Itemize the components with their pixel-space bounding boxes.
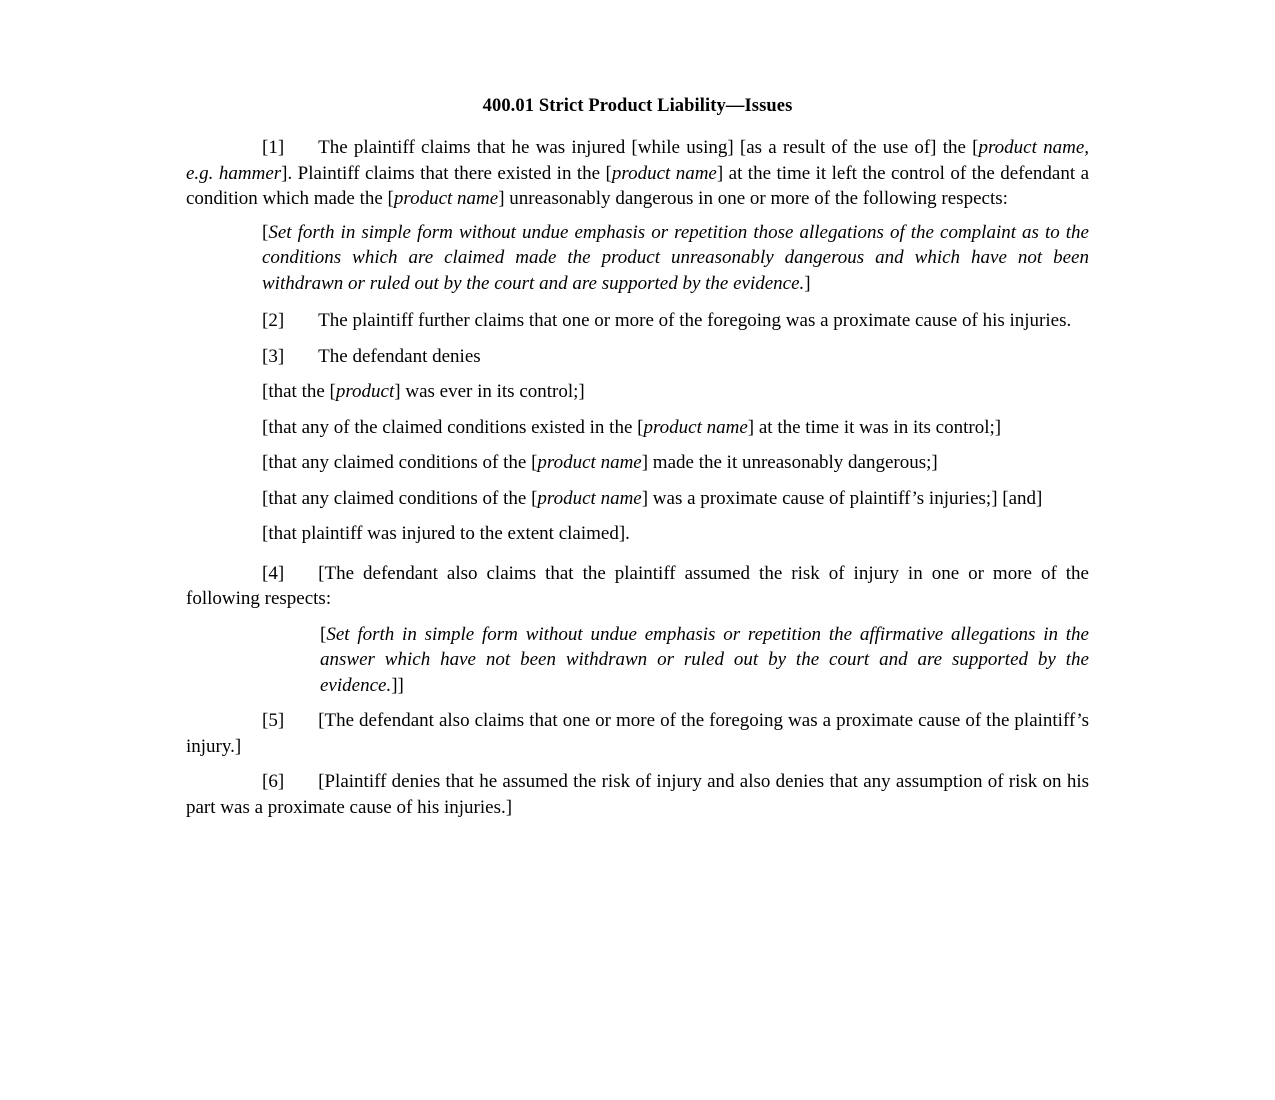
paragraph-2-marker: [2]: [262, 310, 285, 331]
paragraph-1-marker: [1]: [262, 137, 285, 158]
paragraph-3-text: The defendant denies: [318, 345, 481, 367]
paragraph-1-text-a: The plaintiff claims that he was injured [while using] [as a result of the use of] the [: [318, 137, 979, 158]
bracket-open: [: [262, 221, 269, 243]
paragraph-5: [186, 708, 1089, 759]
paragraph-6: [186, 769, 1089, 820]
paragraph-1-italic-a: product name, e.g. hammer: [186, 137, 1090, 184]
denial-item-5: [that plaintiff was injured to the extent claimed].: [262, 523, 630, 544]
paragraph-1-text-b: ]. Plaintiff claims that there existed in the [: [281, 162, 612, 184]
bracket-open: [: [320, 623, 327, 645]
paragraph-4-marker: [4]: [262, 562, 285, 584]
page-title: 400.01 Strict Product Liability—Issues: [482, 96, 793, 116]
denial-item-2-italic: product name: [643, 416, 748, 438]
denial-item-1-italic: product: [335, 381, 395, 402]
paragraph-4: [186, 561, 1089, 612]
bracketed-instruction-2-text: Set forth in simple form without undue emphasis or repetition the affirmative allegations in the answer which have not been withdrawn or ruled out by the court and are supported by the evidence.: [320, 623, 1089, 696]
bracket-close: ]]: [391, 674, 404, 696]
denial-item-1-text-b: ] was ever in its control;]: [394, 381, 585, 402]
denial-item-4-italic: product name: [537, 487, 642, 509]
paragraph-2: [186, 308, 1089, 334]
bracketed-instruction-1-text: Set forth in simple form without undue emphasis or repetition those allegations of the complaint as to the conditions which are claimed made the product unreasonably dangerous and which have not been withdrawn or ruled out by the court and are supported by the evidence.: [262, 221, 1089, 294]
paragraph-1-italic-c: product name: [393, 188, 499, 209]
denial-item-3-text-a: [that any claimed conditions of the [: [262, 452, 538, 473]
denial-item-2-text-b: ] at the time it was in its control;]: [747, 416, 1002, 438]
denial-item-1-text-a: [that the [: [262, 381, 336, 402]
denial-item-1: [262, 379, 1089, 405]
paragraph-2-text: The plaintiff further claims that one or more of the foregoing was a proximate cause of his injuries.: [318, 310, 1072, 331]
paragraph-1-text-c: ] at the time it left the control of the defendant a condition which made the [: [186, 162, 1090, 209]
denial-item-3: [262, 450, 1089, 476]
paragraph-1-text-d: ] unreasonably dangerous in one or more of the following respects:: [498, 188, 1008, 209]
denial-item-4: [262, 486, 1089, 512]
bracketed-instruction-2: [320, 622, 1089, 699]
paragraph-1-italic-b: product name: [611, 162, 717, 184]
paragraph-6-text: [Plaintiff denies that he assumed the risk of injury and also denies that any assumption of risk on his part was a proximate cause of his injuries.]: [186, 771, 1089, 818]
bracketed-instruction-1: [262, 220, 1089, 297]
paragraph-3: [186, 344, 1089, 370]
denial-item-3-italic: product name: [537, 452, 642, 473]
bracket-close: ]: [804, 272, 811, 294]
denial-item-2-text-a: [that any of the claimed conditions existed in the [: [262, 416, 644, 438]
denial-item-4-text-a: [that any claimed conditions of the [: [262, 487, 538, 509]
paragraph-3-marker: [3]: [262, 345, 285, 367]
paragraph-6-marker: [6]: [262, 771, 285, 792]
paragraph-1: [186, 135, 1089, 212]
paragraph-5-marker: [5]: [262, 710, 285, 731]
denial-item-3-text-b: ] made the it unreasonably dangerous;]: [641, 452, 938, 473]
paragraph-5-text: [The defendant also claims that one or more of the foregoing was a proximate cause of the plaintiff’s injury.]: [186, 710, 1089, 757]
document-body: [186, 96, 1089, 828]
paragraph-4-text: [The defendant also claims that the plaintiff assumed the risk of injury in one or more of the following respects:: [186, 562, 1089, 609]
denial-item-4-text-b: ] was a proximate cause of plaintiff’s injuries;] [and]: [641, 487, 1043, 509]
denial-item-2: [262, 415, 1089, 441]
